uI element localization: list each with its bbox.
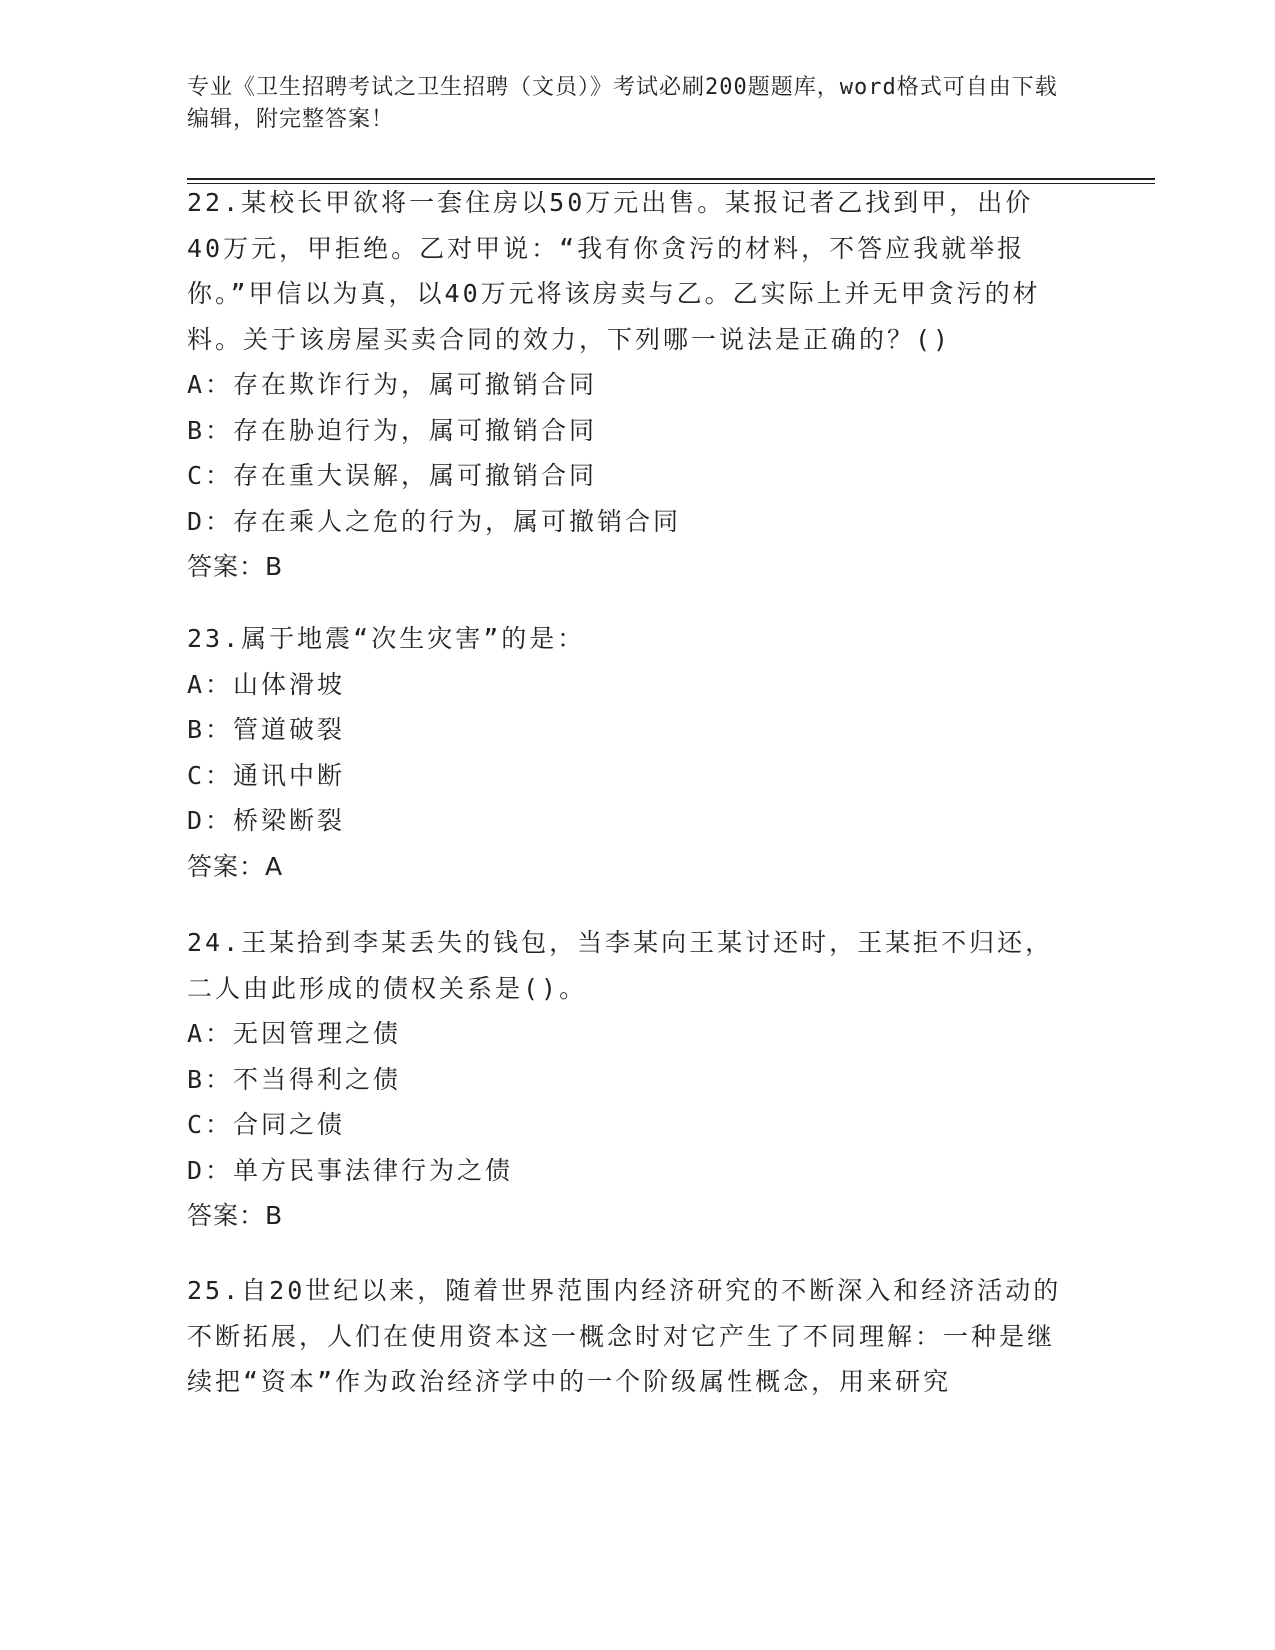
question-23 (187, 616, 1067, 889)
question-text: 23.属于地震“次生灾害”的是： (187, 624, 586, 653)
option-c: C：合同之债 (187, 1110, 346, 1139)
question-text: 22.某校长甲欲将一套住房以50万元出售。某报记者乙找到甲，出价40万元，甲拒绝。乙对甲说：“我有你贪污的材料，不答应我就举报你。”甲信以为真，以40万元将该房卖与乙。乙实际上并无甲贪污的材料。关于该房屋买卖合同的效力，下列哪一说法是正确的？() (187, 188, 1041, 354)
option-d: D：桥梁断裂 (187, 806, 346, 835)
answer: 答案：B (187, 1201, 284, 1230)
option-d: D：存在乘人之危的行为，属可撤销合同 (187, 506, 682, 536)
question-text: 25.自20世纪以来，随着世界范围内经济研究的不断深入和经济活动的不断拓展，人们在使用资本这一概念时对它产生了不同理解：一种是继续把“资本”作为政治经济学中的一个阶级属性概念，用来研究 (187, 1276, 1062, 1396)
option-a: A：无因管理之债 (187, 1019, 402, 1048)
answer: 答案：B (187, 552, 284, 581)
document-header: 专业《卫生招聘考试之卫生招聘（文员）》考试必刷200题题库，word格式可自由下载编辑，附完整答案！ (187, 75, 1058, 132)
answer: 答案：A (187, 851, 284, 881)
option-d: D：单方民事法律行为之债 (187, 1155, 514, 1185)
option-b: B：存在胁迫行为，属可撤销合同 (187, 415, 598, 445)
option-c: C：存在重大误解，属可撤销合同 (187, 461, 598, 490)
option-a: A：存在欺诈行为，属可撤销合同 (187, 370, 598, 399)
question-text: 24.王某拾到李某丢失的钱包，当李某向王某讨还时，王某拒不归还，二人由此形成的债权关系是()。 (187, 928, 1054, 1003)
option-a: A：山体滑坡 (187, 669, 346, 699)
option-c: C：通讯中断 (187, 760, 346, 790)
question-25 (187, 1268, 1067, 1405)
question-24 (187, 920, 1067, 1239)
question-22 (187, 180, 1067, 590)
option-b: B：不当得利之债 (187, 1064, 402, 1094)
option-b: B：管道破裂 (187, 715, 346, 744)
